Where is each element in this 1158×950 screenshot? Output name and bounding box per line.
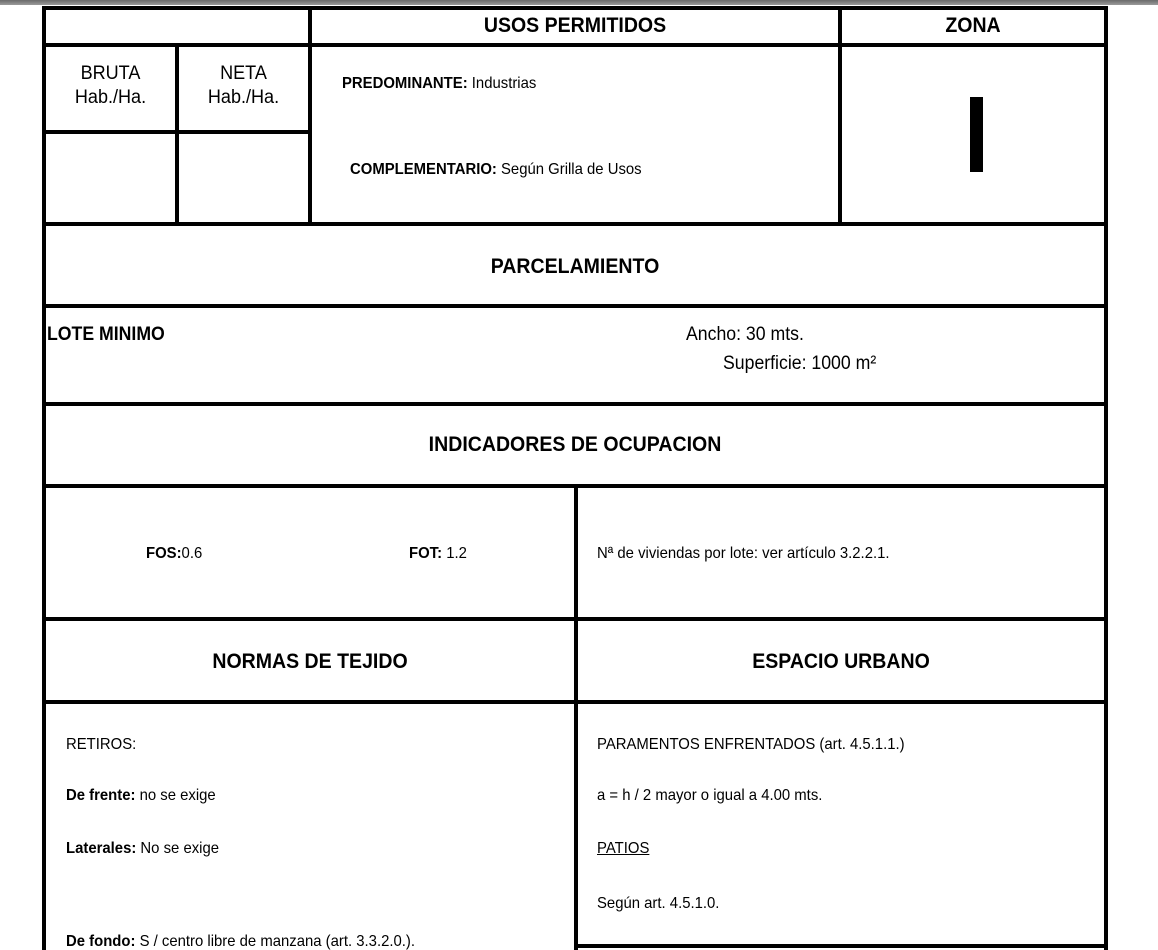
retiro-laterales-label: Laterales: bbox=[66, 840, 137, 857]
viviendas-por-lote: Nª de viviendas por lote: ver artículo 3.2.2.1. bbox=[597, 545, 890, 562]
predominante-value: Industrias bbox=[471, 75, 537, 92]
table-divider bbox=[42, 43, 1108, 47]
table-divider bbox=[42, 130, 312, 134]
parcelamiento-heading: PARCELAMIENTO bbox=[490, 255, 660, 278]
zona-heading: ZONA bbox=[945, 14, 1001, 37]
retiro-laterales-value: No se exige bbox=[136, 840, 220, 857]
lote-minimo-label: LOTE MINIMO bbox=[47, 324, 165, 345]
table-divider bbox=[42, 402, 1108, 406]
complementario-value: Según Grilla de Usos bbox=[501, 161, 642, 178]
retiro-fondo bbox=[66, 934, 415, 950]
table-divider bbox=[42, 700, 1108, 704]
retiro-frente-label: De frente: bbox=[66, 787, 136, 804]
fos-label: FOS: bbox=[146, 545, 182, 562]
lote-ancho: Ancho: 30 mts. bbox=[686, 324, 804, 345]
fos-value: 0.6 bbox=[181, 545, 203, 562]
predominante-label: PREDOMINANTE: bbox=[342, 75, 468, 92]
table-divider bbox=[175, 46, 179, 226]
fot-value: 1.2 bbox=[442, 545, 467, 562]
table-divider bbox=[574, 485, 578, 950]
paramentos-enfrentados: PARAMENTOS ENFRENTADOS (art. 4.5.1.1.) bbox=[597, 736, 905, 753]
patios-heading: PATIOS bbox=[597, 840, 650, 857]
table-divider bbox=[42, 484, 1108, 488]
bruta-title: BRUTA bbox=[80, 63, 141, 84]
predominante-line bbox=[342, 76, 536, 92]
usos-permitidos-heading: USOS PERMITIDOS bbox=[483, 14, 667, 37]
table-divider bbox=[838, 6, 842, 226]
normas-tejido-heading: NORMAS DE TEJIDO bbox=[212, 650, 408, 673]
complementario-label: COMPLEMENTARIO: bbox=[350, 161, 497, 178]
complementario-line bbox=[350, 162, 642, 178]
retiro-laterales bbox=[66, 841, 219, 857]
table-divider bbox=[42, 304, 1108, 308]
indicadores-heading: INDICADORES DE OCUPACION bbox=[428, 433, 722, 456]
patios-value: Según art. 4.5.1.0. bbox=[597, 895, 720, 912]
bruta-unit: Hab./Ha. bbox=[74, 87, 147, 108]
table-divider bbox=[308, 6, 312, 226]
retiro-fondo-value: S / centro libre de manzana (art. 3.3.2.0.). bbox=[135, 933, 415, 950]
table-border bbox=[1104, 6, 1108, 950]
neta-title: NETA bbox=[220, 63, 267, 84]
retiro-frente bbox=[66, 788, 216, 804]
zona-letter bbox=[970, 97, 983, 172]
retiro-frente-value: no se exige bbox=[135, 787, 216, 804]
fot-line bbox=[409, 546, 467, 562]
retiros-heading: RETIROS: bbox=[66, 736, 137, 753]
lote-superficie: Superficie: 1000 m² bbox=[723, 353, 877, 374]
bruta-label bbox=[49, 62, 172, 110]
table-divider bbox=[42, 222, 1108, 226]
fot-label: FOT: bbox=[409, 545, 443, 562]
fos-line bbox=[146, 546, 202, 562]
viewer-top-edge bbox=[0, 0, 1158, 5]
espacio-urbano-heading: ESPACIO URBANO bbox=[752, 650, 930, 673]
neta-unit: Hab./Ha. bbox=[207, 87, 280, 108]
neta-label bbox=[182, 62, 305, 110]
retiro-fondo-label: De fondo: bbox=[66, 933, 136, 950]
table-border bbox=[42, 6, 46, 950]
paramentos-formula: a = h / 2 mayor o igual a 4.00 mts. bbox=[597, 787, 823, 804]
table-divider bbox=[578, 944, 1108, 948]
table-divider bbox=[42, 617, 1108, 621]
table-border bbox=[42, 6, 1108, 10]
